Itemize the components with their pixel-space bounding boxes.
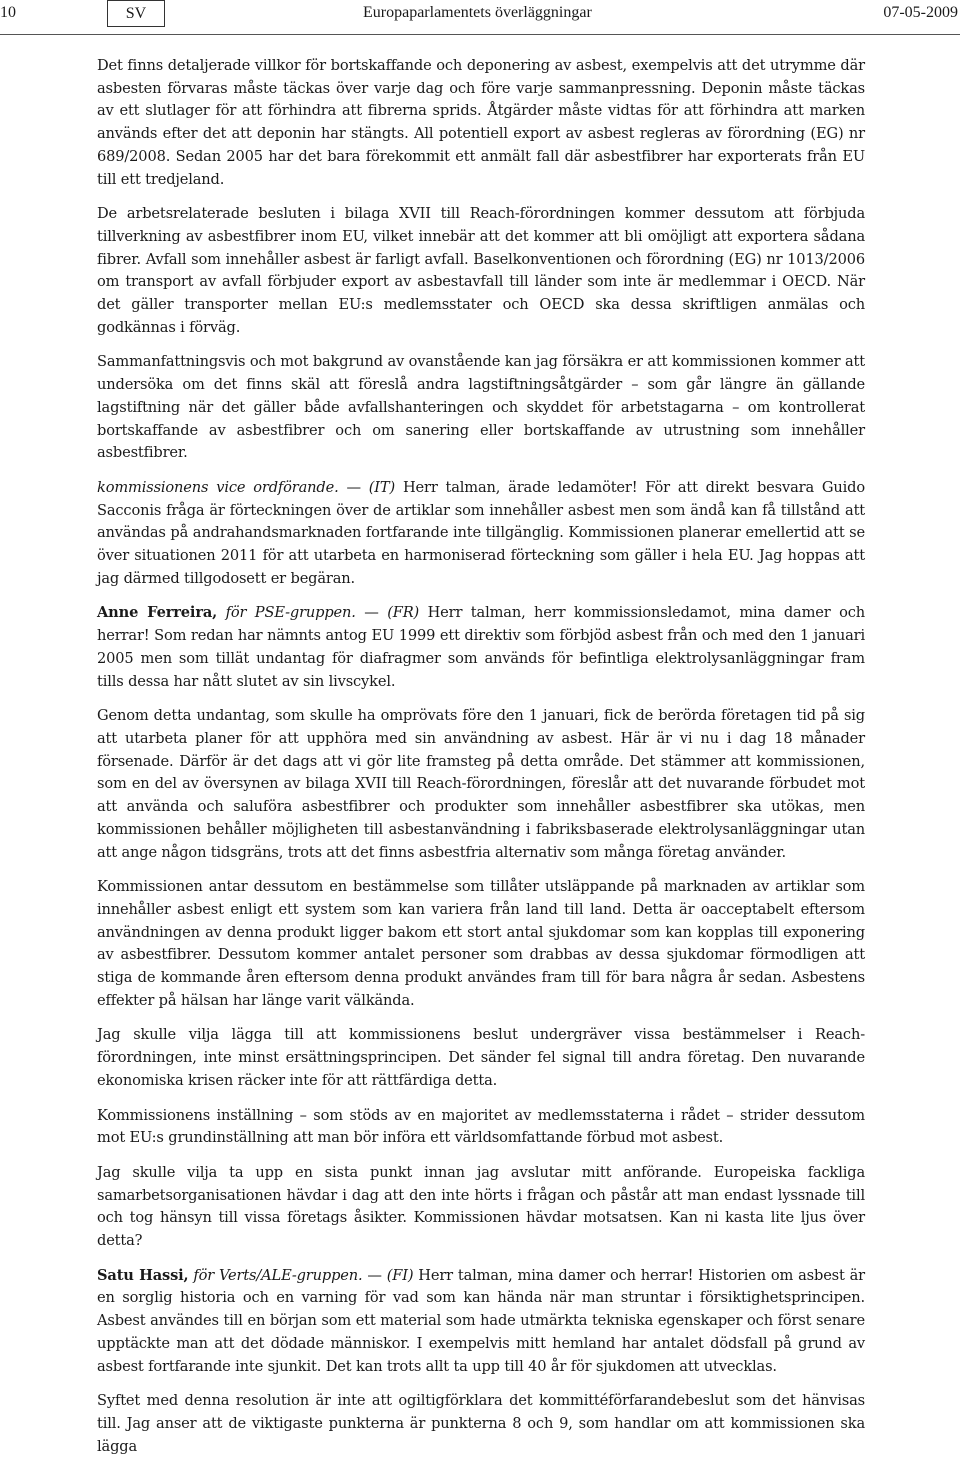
speaker-role: för PSE-gruppen. — [225, 604, 356, 622]
paragraph: Genom detta undantag, som skulle ha omprövats före den 1 januari, fick de berörda företagen tid på sig att utarbeta planer för att upphöra med sin användning av asbest. Här är vi nu i dag 18 månader försenade. Därför är det dags att vi gör lite framsteg på detta område. Det stämmer att kommissionen, som en del av översynen av bilaga XVII till Reach-förordningen, föreslår att det nuvarande förbudet mot att använda och saluföra asbestfibrer och produkter som innehåller asbestfibrer ska utökas, men kommissionen behåller möjligheten till asbestanvändning i fabriksbaserade elektrolysanläggningar utan att ange någon tidsgräns, trots att det finns asbestfria alternativ som många företag använder. — [97, 707, 865, 861]
speech-language: (FR) — [387, 604, 420, 622]
speaker-role: kommissionens vice ordförande. — [97, 478, 339, 496]
page-date: 07-05-2009 — [883, 4, 958, 21]
paragraph: Kommissionen antar dessutom en bestämmelse som tillåter utsläppande på marknaden av artiklar som innehåller asbest enligt ett system som kan variera från land till land. Detta är oacceptabelt eftersom användningen av denna produkt ligger bakom ett stort antal sjukdomar som kan kopplas till exponering av asbestfibrer. Dessutom kommer antalet personer som drabbas av dessa sjukdomar förmodligen att stiga de kommande åren eftersom denna produkt användes fram till för bara några år sedan. Asbestens effekter på hälsan har länge varit välkända. — [97, 878, 865, 1009]
speaker-name: Satu Hassi, — [97, 1266, 189, 1284]
paragraph: Syftet med denna resolution är inte att ogiltigförklara det kommittéförfarandebeslut som det hänvisas till. Jag anser att de viktigaste punkterna är punkterna 8 och 9, som handlar om att kommissionen ska lägga — [97, 1392, 865, 1455]
speech-paragraph: Satu Hassi, för Verts/ALE-gruppen. — (FI) Herr talman, mina damer och herrar! Historien om asbest är en sorglig historia och en varning för vad som kan hända när man struntar i försiktighetsprincipen. Asbest användes till en början som ett material som hade utmärkta tekniska egenskaper och först senare upptäckte man att det dödade människor. I exempelvis mitt hemland har antalet dödsfall på grund av asbest fortfarande inte sjunkit. Det kan trots allt ta upp till 40 år för sjukdomen att utvecklas. — [97, 1266, 865, 1375]
paragraph: Jag skulle vilja lägga till att kommissionens beslut undergräver vissa bestämmelser i Reach-förordningen, inte minst ersättningsprincipen. Det sänder fel signal till andra företag. Den nuvarande ekonomiska krisen räcker inte för att rättfärdiga detta. — [97, 1026, 865, 1089]
language-badge: SV — [107, 0, 165, 27]
speech-language: (IT) — [368, 478, 396, 496]
speaker-role: för Verts/ALE-gruppen. — [193, 1266, 363, 1284]
page-title: Europaparlamentets överläggningar — [363, 4, 592, 21]
speaker-name: Anne Ferreira, — [97, 604, 218, 622]
paragraph: Det finns detaljerade villkor för bortskaffande och deponering av asbest, exempelvis att det utrymme där asbesten förvaras måste täckas över varje dag och före varje sammanpressning. Deponin måste täckas av ett slutlager för att förhindra att fibrerna sprids. Åtgärder måste vidtas för att förhindra att marken används efter det att deponin har stängts. All potentiell export av asbest regleras av förordning (EG) nr 689/2008. Sedan 2005 har det bara förekommit ett anmält fall där asbestfibrer har exporterats från EU till ett tredjeland. — [97, 57, 865, 188]
document-body — [97, 55, 865, 1470]
paragraph: De arbetsrelaterade besluten i bilaga XVII till Reach-förordningen kommer dessutom att förbjuda tillverkning av asbestfibrer inom EU, vilket innebär att det kommer att bli omöjligt att exportera sådana fibrer. Avfall som innehåller asbest är farligt avfall. Baselkonventionen och förordning (EG) nr 1013/2006 om transport av avfall förbjuder export av asbestavfall till länder som inte är medlemmar i OECD. När det gäller transporter mellan EU:s medlemsstater och OECD ska dessa skriftligen anmälas och godkännas i förväg. — [97, 205, 865, 336]
paragraph: Jag skulle vilja ta upp en sista punkt innan jag avslutar mitt anförande. Europeiska fackliga samarbetsorganisationen hävdar i dag att den inte hörts i frågan och påstår att man endast lyssnade till och tog hänsyn till vissa företags åsikter. Kommissionen hävdar motsatsen. Kan ni kasta lite ljus över detta? — [97, 1163, 865, 1250]
speech-language: (FI) — [386, 1266, 414, 1284]
paragraph: Sammanfattningsvis och mot bakgrund av ovanstående kan jag försäkra er att kommissionen kommer att undersöka om det finns skäl att föreslå andra lagstiftningsåtgärder – som går längre än gällande lagstiftning när det gäller både avfallshanteringen och skyddet för arbetstagarna – om kontrollerat bortskaffande av asbestfibrer och om sanering eller bortskaffande av utrustning som innehåller asbestfibrer. — [97, 353, 865, 462]
paragraph: Kommissionens inställning – som stöds av en majoritet av medlemsstaterna i rådet – strider dessutom mot EU:s grundinställning att man bör införa ett världsomfattande förbud mot asbest. — [97, 1106, 865, 1147]
speech-paragraph: kommissionens vice ordförande. — (IT) Herr talman, ärade ledamöter! För att direkt besvara Guido Sacconis fråga är förteckningen över de artiklar som innehåller asbest men som ändå kan få tillstånd att användas på andrahandsmarknaden fortfarande inte tillgänglig. Kommissionen planerar emellertid att se över situationen 2011 för att utarbeta en harmoniserad förteckning som gäller i hela EU. Jag hoppas att jag därmed tillgodosett er begäran. — [97, 478, 865, 587]
page-number: 10 — [0, 4, 16, 21]
speech-paragraph: Anne Ferreira, för PSE-gruppen. — (FR) Herr talman, herr kommissionsledamot, mina damer och herrar! Som redan har nämnts antog EU 1999 ett direktiv som förbjöd asbest från och med den 1 januari 2005 men som tillät undantag för diafragmer som används för befintliga elektrolysanläggningar fram tills dessa har nått slutet av sin livscykel. — [97, 604, 865, 690]
page-header — [0, 0, 960, 35]
